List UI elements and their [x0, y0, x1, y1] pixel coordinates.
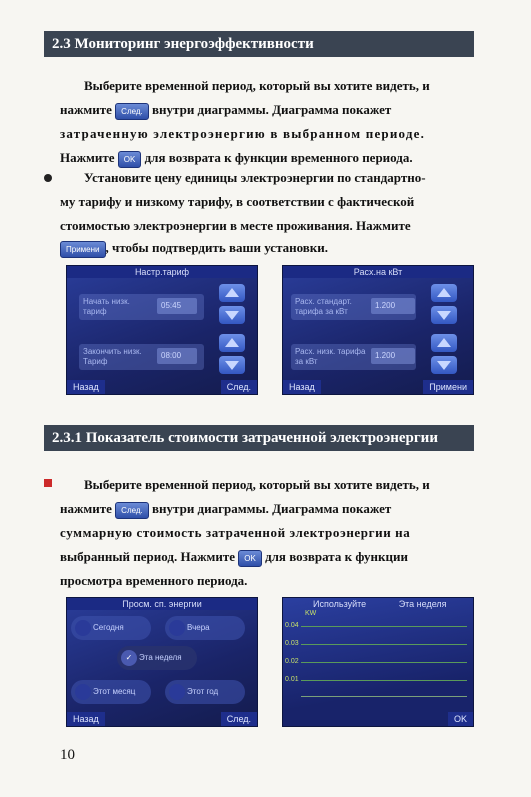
- period-label: Вчера: [187, 623, 210, 632]
- s2-line-e: просмотра временного периода.: [60, 573, 248, 588]
- radio-icon: [75, 620, 91, 636]
- grid-line: [301, 626, 467, 627]
- up-arrow-icon: [431, 334, 457, 352]
- x-axis: [301, 696, 467, 697]
- down-arrow-icon: [219, 356, 245, 374]
- s2-line-b: [60, 497, 472, 521]
- ok-button: OK: [448, 712, 473, 726]
- ok-button-image: OK: [118, 151, 142, 168]
- p1-line-a: Выберите временной период, который вы хотите видеть, и: [84, 78, 430, 93]
- cost-per-kwh-screen: [282, 265, 474, 395]
- field-label: Начать низк. тариф: [83, 297, 130, 316]
- period-this-month: [71, 680, 151, 704]
- p1-line-b-post: внутри диаграммы. Диаграмма покажет: [152, 102, 392, 117]
- period-this-week: [117, 646, 197, 670]
- field-label: Закончить низк. Тариф: [83, 347, 142, 366]
- screen-title: Просм. сп. энергии: [67, 598, 257, 610]
- usage-chart-screen: [282, 597, 474, 727]
- paragraph-2-line-a: Установите цену единицы электроэнергии по стандартно-: [84, 170, 426, 185]
- down-arrow-icon: [431, 356, 457, 374]
- paragraph-2-line-b: му тарифу и низкому тарифу, в соответствии с фактической: [60, 194, 415, 209]
- y-tick-label: 0.02: [285, 658, 299, 665]
- end-time-value: 08:00: [157, 348, 197, 364]
- p2-line-d-post: , чтобы подтвердить ваши установки.: [105, 240, 329, 255]
- ok-button-image: OK: [238, 550, 262, 567]
- y-tick-label: 0.03: [285, 640, 299, 647]
- check-icon: ✓: [121, 650, 137, 666]
- paragraph-1: [60, 74, 472, 98]
- page-number: 10: [60, 747, 75, 763]
- next-button: След.: [221, 712, 257, 726]
- period-label: Этот год: [187, 687, 219, 696]
- bullet-square: [44, 479, 52, 487]
- back-button: Назад: [67, 380, 105, 394]
- back-button: Назад: [283, 380, 321, 394]
- s2-line-d-pre: выбранный период. Нажмите: [60, 549, 235, 564]
- s2-line-a: Выберите временной период, который вы хотите видеть, и: [84, 477, 430, 492]
- period-today: [71, 616, 151, 640]
- next-button-image: След.: [115, 103, 149, 120]
- low-tariff-value: 1.200: [371, 348, 415, 364]
- screen-title: Настр.тариф: [67, 266, 257, 278]
- p1-line-d-pre: Нажмите: [60, 150, 115, 165]
- paragraph-2-line-d: [60, 236, 472, 260]
- section-header-energy-monitoring: 2.3 Мониторинг энергоэффективности: [44, 31, 474, 57]
- apply-button: Примени: [423, 380, 473, 394]
- s2-line-b-post: внутри диаграммы. Диаграмма покажет: [152, 501, 392, 516]
- up-arrow-icon: [219, 284, 245, 302]
- paragraph-1-line-b: [60, 98, 472, 122]
- y-tick-label: 0.01: [285, 676, 299, 683]
- s2-line-c: суммарную стоимость затраченной электроэнергии на: [60, 525, 411, 540]
- title-left: Используйте: [313, 599, 367, 609]
- down-arrow-icon: [219, 306, 245, 324]
- unit-label: KW: [305, 610, 317, 617]
- radio-icon: [169, 684, 185, 700]
- p1-line-d-post: для возврата к функции временного периода.: [144, 150, 413, 165]
- period-label: Сегодня: [93, 623, 124, 632]
- grid-line: [301, 680, 467, 681]
- section-header-cost-indicator: 2.3.1 Показатель стоимости затраченной электроэнергии: [44, 425, 474, 451]
- up-arrow-icon: [219, 334, 245, 352]
- back-button: Назад: [67, 712, 105, 726]
- down-arrow-icon: [431, 306, 457, 324]
- apply-button-image: Примени: [60, 241, 106, 258]
- y-tick-label: 0.04: [285, 622, 299, 629]
- period-yesterday: [165, 616, 245, 640]
- s2-line-b-pre: нажмите: [60, 501, 112, 516]
- period-label: Эта неделя: [139, 653, 182, 662]
- tariff-settings-screen: [66, 265, 258, 395]
- paragraph-2-line-c: стоимостью электроэнергии в месте проживания. Нажмите: [60, 218, 411, 233]
- radio-icon: [169, 620, 185, 636]
- field-label: Расх. стандарт. тарифа за кВт: [295, 297, 352, 316]
- start-time-value: 05:45: [157, 298, 197, 314]
- paragraph-1-line-c: затраченную электроэнергию в выбранном периоде.: [60, 126, 426, 141]
- period-label: Этот месяц: [93, 687, 136, 696]
- grid-line: [301, 662, 467, 663]
- next-button-image: След.: [115, 502, 149, 519]
- bullet-dot: [44, 174, 52, 182]
- up-arrow-icon: [431, 284, 457, 302]
- p1-line-b-pre: нажмите: [60, 102, 112, 117]
- radio-icon: [75, 684, 91, 700]
- screen-title: Расх.на кВт: [283, 266, 473, 278]
- standard-tariff-value: 1.200: [371, 298, 415, 314]
- next-button: След.: [221, 380, 257, 394]
- period-this-year: [165, 680, 245, 704]
- s2-line-d-post: для возврата к функции: [265, 549, 408, 564]
- grid-line: [301, 644, 467, 645]
- view-energy-period-screen: [66, 597, 258, 727]
- field-label: Расх. низк. тарифа за кВт: [295, 347, 366, 366]
- title-right: Эта неделя: [398, 599, 447, 609]
- s2-line-d: [60, 545, 472, 569]
- screen-title: [283, 598, 473, 610]
